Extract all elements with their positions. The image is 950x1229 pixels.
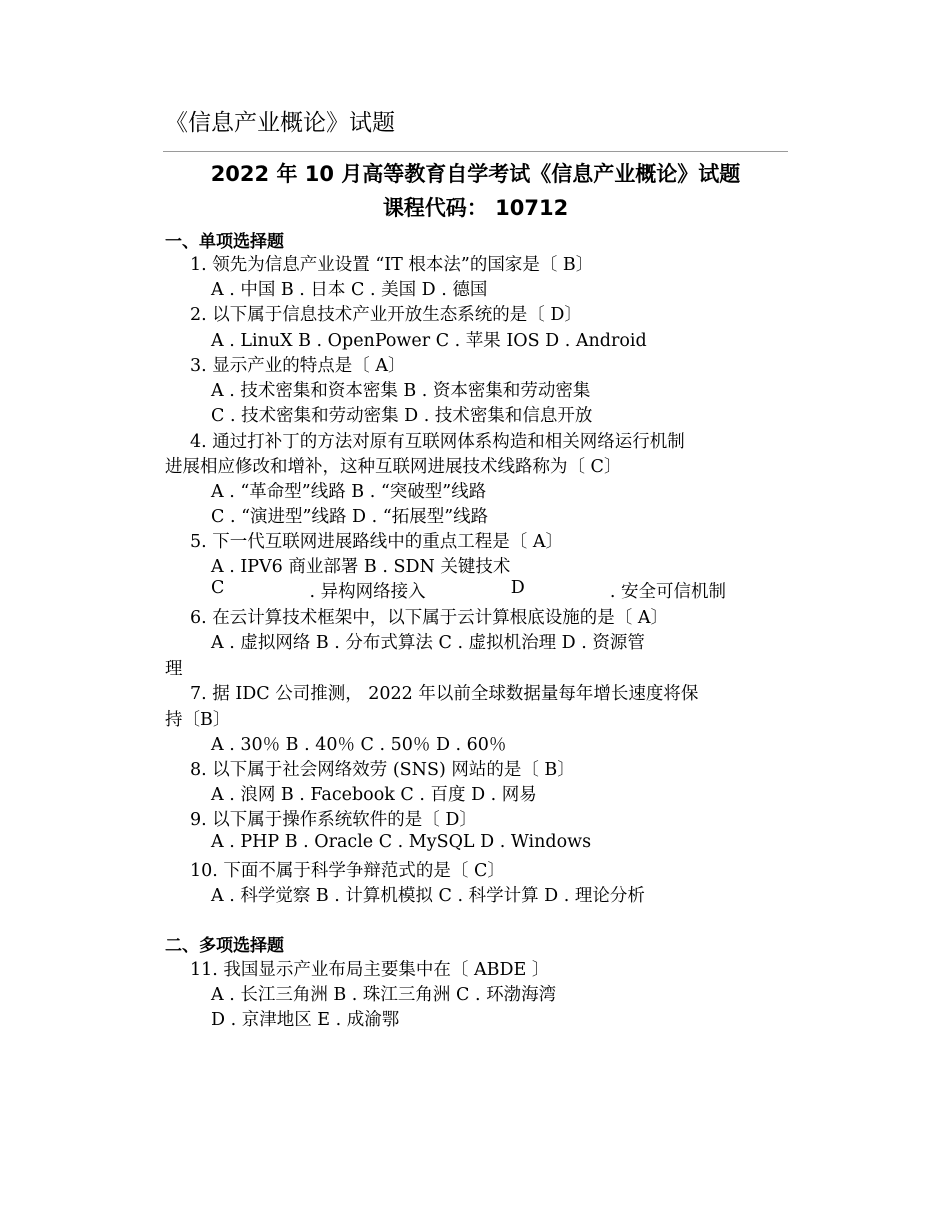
section-single-choice-heading: 一、单项选择题 bbox=[165, 232, 284, 252]
question-9: 9. 以下属于操作系统软件的是〔 D〕 bbox=[190, 810, 477, 830]
question-4-line-1: 4. 通过打补丁的方法对原有互联网体系构造和相关网络运行机制 bbox=[190, 432, 685, 452]
question-11-options-2: D . 京津地区 E . 成渝鄂 bbox=[211, 1010, 400, 1030]
exam-title: 2022 年 10 月高等教育自学考试《信息产业概论》试题 bbox=[210, 162, 741, 186]
question-2: 2. 以下属于信息技术产业开放生态系统的是〔 D〕 bbox=[190, 305, 582, 325]
question-11: 11. 我国显示产业布局主要集中在〔 ABDE 〕 bbox=[190, 960, 550, 980]
question-11-options-1: A . 长江三角洲 B . 珠江三角洲 C . 环渤海湾 bbox=[211, 985, 557, 1005]
section-multiple-choice-heading: 二、多项选择题 bbox=[165, 936, 284, 956]
question-6-options: A . 虚拟网络 B . 分布式算法 C . 虚拟机治理 D . 资源管 bbox=[211, 633, 645, 653]
question-8: 8. 以下属于社会网络效劳 (SNS) 网站的是〔 B〕 bbox=[190, 760, 575, 780]
question-5-options-1: A . IPV6 商业部署 B . SDN 关键技术 bbox=[211, 557, 511, 577]
question-2-options: A . LinuX B . OpenPower C . 苹果 IOS D . Android bbox=[211, 331, 647, 351]
question-7-options: A . 30％ B . 40％ C . 50％ D . 60％ bbox=[211, 735, 507, 755]
question-10: 10. 下面不属于科学争辩范式的是〔 C〕 bbox=[190, 861, 505, 881]
question-5: 5. 下一代互联网进展路线中的重点工程是〔 A〕 bbox=[190, 532, 563, 552]
question-3-options-2: C . 技术密集和劳动密集 D . 技术密集和信息开放 bbox=[211, 406, 593, 426]
course-code: 课程代码： 10712 bbox=[382, 196, 569, 220]
question-3: 3. 显示产业的特点是〔 A〕 bbox=[190, 356, 406, 376]
question-10-options: A . 科学觉察 B . 计算机模拟 C . 科学计算 D . 理论分析 bbox=[211, 886, 645, 906]
question-4-options-1: A . “革命型”线路 B . “突破型”线路 bbox=[211, 482, 487, 502]
question-6: 6. 在云计算技术框架中，以下属于云计算根底设施的是〔 A〕 bbox=[190, 608, 668, 628]
question-5-option-c-letter: C bbox=[211, 578, 225, 598]
question-4-options-2: C . “演进型”线路 D . “拓展型”线路 bbox=[211, 507, 489, 527]
question-5-options-2 bbox=[211, 578, 726, 603]
question-1-options: A . 中国 B . 日本 C . 美国 D . 德国 bbox=[211, 280, 488, 300]
question-1: 1. 领先为信息产业设置 “IT 根本法”的国家是〔 B〕 bbox=[190, 255, 594, 275]
question-7-line-1: 7. 据 IDC 公司推测， 2022 年以前全球数据量每年增长速度将保 bbox=[190, 684, 699, 704]
question-4-line-2: 进展相应修改和增补，这种互联网进展技术线路称为〔 C〕 bbox=[165, 457, 622, 477]
header-divider bbox=[163, 151, 788, 152]
question-8-options: A . 浪网 B . Facebook C . 百度 D . 网易 bbox=[211, 785, 537, 805]
question-6-options-wrap: 理 bbox=[165, 659, 183, 679]
question-5-option-d-letter: D bbox=[510, 578, 525, 598]
question-9-options: A . PHP B . Oracle C . MySQL D . Windows bbox=[211, 832, 592, 852]
question-5-option-c-text: . 异构网络接入 bbox=[309, 582, 426, 602]
question-7-line-2: 持〔B〕 bbox=[165, 710, 231, 730]
question-3-options-1: A . 技术密集和资本密集 B . 资本密集和劳动密集 bbox=[211, 381, 591, 401]
question-5-option-d-text: . 安全可信机制 bbox=[609, 582, 726, 602]
page-header-title: 《信息产业概论》试题 bbox=[165, 110, 395, 136]
